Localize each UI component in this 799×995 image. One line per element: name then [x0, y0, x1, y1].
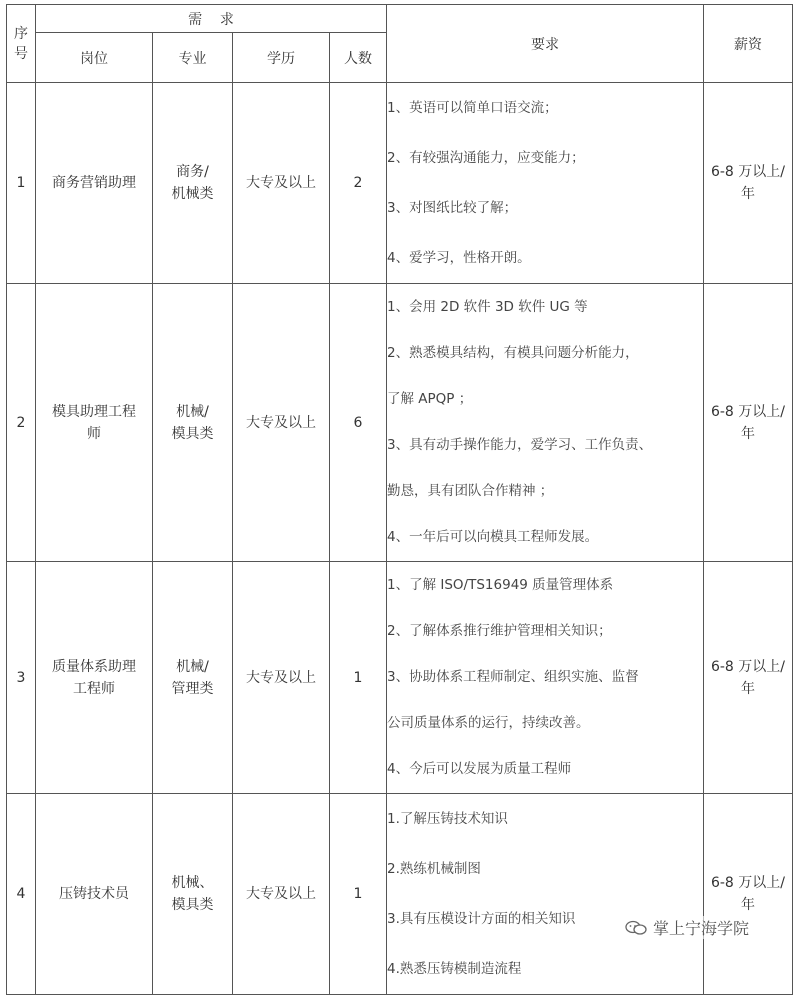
requirement-line: 1、会用 2D 软件 3D 软件 UG 等: [387, 299, 588, 315]
cell-major: 机械/ 模具类: [153, 284, 233, 562]
cell-education: 大专及以上: [233, 794, 330, 995]
requirement-line: 4、今后可以发展为质量工程师: [387, 761, 572, 777]
table-row: [7, 284, 793, 562]
cell-position: 商务营销助理: [36, 83, 153, 284]
cell-salary: 6-8 万以上/ 年: [704, 284, 793, 562]
requirement-line: 勤恳，具有团队合作精神 ；: [387, 483, 554, 499]
requirement-line: 3.具有压模设计方面的相关知识: [387, 911, 576, 927]
requirement-line: 3、对图纸比较了解；: [387, 200, 518, 216]
requirement-line: 3、协助体系工程师制定、组织实施、监督: [387, 669, 639, 685]
requirement-line: 4、一年后可以向模具工程师发展。: [387, 529, 599, 545]
cell-major: 机械/ 管理类: [153, 562, 233, 794]
header-seq-text: 序号: [14, 25, 28, 62]
cell-position: 模具助理工程 师: [36, 284, 153, 562]
cell-seq: 2: [7, 284, 36, 562]
cell-education: 大专及以上: [233, 284, 330, 562]
cell-education: 大专及以上: [233, 562, 330, 794]
cell-salary: 6-8 万以上/ 年: [704, 794, 793, 995]
requirement-line: 3、具有动手操作能力，爱学习、工作负责、: [387, 437, 653, 453]
cell-seq: 4: [7, 794, 36, 995]
header-position: 岗位: [36, 33, 153, 83]
cell-requirements: [387, 284, 704, 562]
cell-count: 1: [330, 562, 387, 794]
cell-education: 大专及以上: [233, 83, 330, 284]
cell-position: 质量体系助理 工程师: [36, 562, 153, 794]
job-table: [6, 4, 793, 995]
cell-major: 商务/ 机械类: [153, 83, 233, 284]
cell-position: 压铸技术员: [36, 794, 153, 995]
cell-count: 2: [330, 83, 387, 284]
table-row: [7, 794, 793, 995]
cell-count: 1: [330, 794, 387, 995]
requirement-line: 2、有较强沟通能力，应变能力；: [387, 150, 585, 166]
requirement-line: 1.了解压铸技术知识: [387, 811, 508, 827]
cell-count: 6: [330, 284, 387, 562]
requirement-line: 1、英语可以简单口语交流；: [387, 100, 558, 116]
header-seq: [7, 5, 36, 83]
header-major: 专业: [153, 33, 233, 83]
requirement-line: 4.熟悉压铸模制造流程: [387, 961, 522, 977]
requirement-line: 公司质量体系的运行，持续改善。: [387, 715, 590, 731]
watermark-text: 掌上宁海学院: [653, 919, 750, 938]
header-education: 学历: [233, 33, 330, 83]
header-salary: 薪资: [704, 5, 793, 83]
requirement-line: 2.熟练机械制图: [387, 861, 481, 877]
watermark: [625, 916, 749, 939]
header-count: 人数: [330, 33, 387, 83]
requirement-line: 2、熟悉模具结构，有模具问题分析能力，: [387, 345, 639, 361]
table-row: [7, 562, 793, 794]
requirement-line: 了解 APQP ；: [387, 391, 473, 407]
table-row: [7, 83, 793, 284]
requirement-line: 1、了解 ISO/TS16949 质量管理体系: [387, 577, 614, 593]
cell-salary: 6-8 万以上/ 年: [704, 83, 793, 284]
cell-major: 机械、 模具类: [153, 794, 233, 995]
header-requirements: 要求: [387, 5, 704, 83]
requirement-line: 4、爱学习，性格开朗。: [387, 250, 531, 266]
cell-requirements: [387, 562, 704, 794]
cell-requirements: [387, 83, 704, 284]
cell-seq: 3: [7, 562, 36, 794]
wechat-icon: [625, 920, 647, 936]
header-demand: 需 求: [36, 5, 387, 33]
cell-salary: 6-8 万以上/ 年: [704, 562, 793, 794]
requirement-line: 2、了解体系推行维护管理相关知识；: [387, 623, 612, 639]
cell-requirements: [387, 794, 704, 995]
cell-seq: 1: [7, 83, 36, 284]
